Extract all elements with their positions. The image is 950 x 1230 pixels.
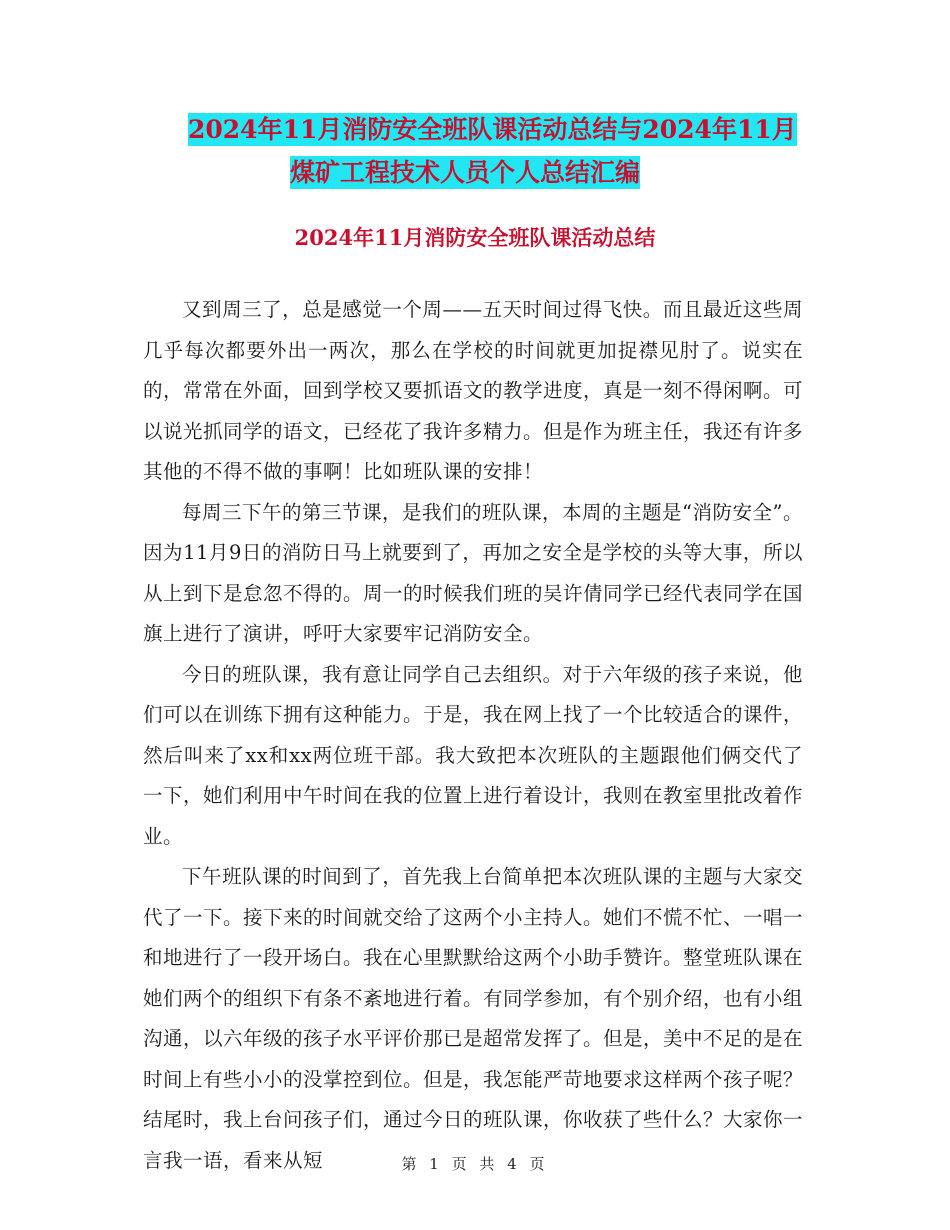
title-highlight-1: 2024年11月消防安全班队课活动总结与2024年11月 [188,115,797,144]
page-footer: 第 1 页 共 4 页 [401,1155,549,1173]
document-body [143,290,803,1181]
section-title: 2024年11月消防安全班队课活动总结 [294,225,656,250]
paragraph-4: 下午班队课的时间到了，首先我上台简单把本次班队课的主题与大家交代了一下。接下来的时间就交给了这两个小主持人。她们不慌不忙、一唱一和地进行了一段开场白。我在心里默默给这两个小助手赞许。整堂班队课在她们两个的组织下有条不紊地进行着。有同学参加，有个别介绍，也有小组沟通，以六年级的孩子水平评价那已是超常发挥了。但是，美中不足的是在时间上有些小小的没掌控到位。但是，我怎能严苛地要求这样两个孩子呢？结尾时，我上台问孩子们，通过今日的班队课，你收获了些什么？大家你一言我一语，看来从短 [143,865,804,1172]
document-title-line-2 [140,151,950,195]
paragraph-3: 今日的班队课，我有意让同学自己去组织。对于六年级的孩子来说，他们可以在训练下拥有这种能力。于是，我在网上找了一个比较适合的课件，然后叫来了xx和xx两位班干部。我大致把本次班队的主题跟他们俩交代了一下，她们利用中午时间在我的位置上进行着设计，我则在教室里批改着作业。 [143,662,804,848]
title-highlight-2: 煤矿工程技术人员个人总结汇编 [290,158,641,187]
paragraph-1: 又到周三了，总是感觉一个周——五天时间过得飞快。而且最近这些周几乎每次都要外出一两次，那么在学校的时间就更加捉襟见肘了。说实在的，常常在外面，回到学校又要抓语文的教学进度，真是一刻不得闲啊。可以说光抓同学的语文，已经花了我许多精力。但是作为班主任，我还有许多其他的不得不做的事啊！比如班队课的安排！ [143,298,804,483]
document-title-line-1 [140,108,878,152]
paragraph-2: 每周三下午的第三节课，是我们的班队课，本周的主题是“消防安全”。因为11月9日的消防日马上就要到了，再加之安全是学校的头等大事，所以从上到下是怠忽不得的。周一的时候我们班的吴许倩同学已经代表同学在国旗上进行了演讲，呼吁大家要牢记消防安全。 [143,500,804,645]
